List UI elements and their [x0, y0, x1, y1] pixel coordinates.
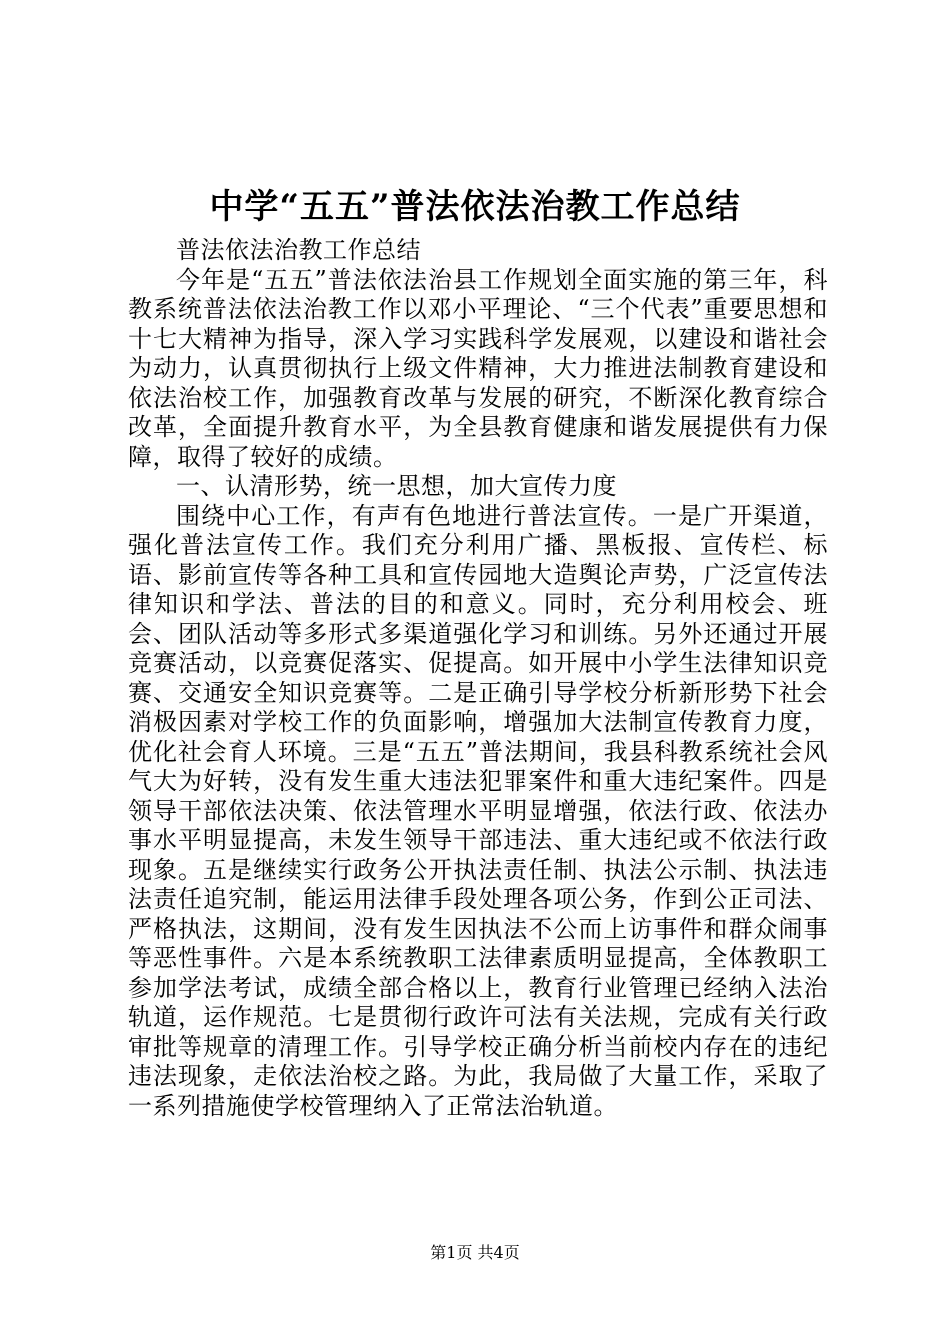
- page-footer: 第1页 共4页: [430, 1243, 520, 1262]
- subtitle-paragraph: 普法依法治教工作总结: [176, 236, 421, 264]
- section-heading: 一、认清形势，统一思想，加大宣传力度: [176, 472, 617, 500]
- body-paragraph: 围绕中心工作，有声有色地进行普法宣传。一是广开渠道，强化普法宣传工作。我们充分利用广播、黑板报、宣传栏、标语、影前宣传等各种工具和宣传园地大造舆论声势，广泛宣传法律知识和学法、普法的目的和意义。同时，充分利用校会、班会、团队活动等多形式多渠道强化学习和训练。另外还通过开展竞赛活动，以竞赛促落实、促提高。如开展中小学生法律知识竞赛、交通安全知识竞赛等。二是正确引导学校分析新形势下社会消极因素对学校工作的负面影响，增强加大法制宣传教育力度，优化社会育人环境。三是“五五”普法期间，我县科教系统社会风气大为好转，没有发生重大违法犯罪案件和重大违纪案件。四是领导干部依法决策、依法管理水平明显增强，依法行政、依法办事水平明显提高，未发生领导干部违法、重大违纪或不依法行政现象。五是继续实行政务公开执法责任制、执法公示制、执法违法责任追究制，能运用法律手段处理各项公务，作到公正司法、严格执法，这期间，没有发生因执法不公而上访事件和群众闹事等恶性事件。六是本系统教职工法律素质明显提高，全体教职工参加学法考试，成绩全部合格以上，教育行业管理已经纳入法治轨道，运作规范。七是贯彻行政许可法有关法规，完成有关行政审批等规章的清理工作。引导学校正确分析当前校内存在的违纪违法现象，走依法治校之路。为此，我局做了大量工作，采取了一系列措施使学校管理纳入了正常法治轨道。: [128, 501, 828, 1120]
- intro-paragraph: 今年是“五五”普法依法治县工作规划全面实施的第三年，科教系统普法依法治教工作以邓小平理论、“三个代表”重要思想和十七大精神为指导，深入学习实践科学发展观，以建设和谐社会为动力，认真贯彻执行上级文件精神，大力推进法制教育建设和依法治校工作，加强教育改革与发展的研究，不断深化教育综合改革，全面提升教育水平，为全县教育健康和谐发展提供有力保障，取得了较好的成绩。: [128, 265, 828, 471]
- page-title: 中学“五五”普法依法治教工作总结: [209, 187, 741, 227]
- document-body: [128, 236, 828, 1121]
